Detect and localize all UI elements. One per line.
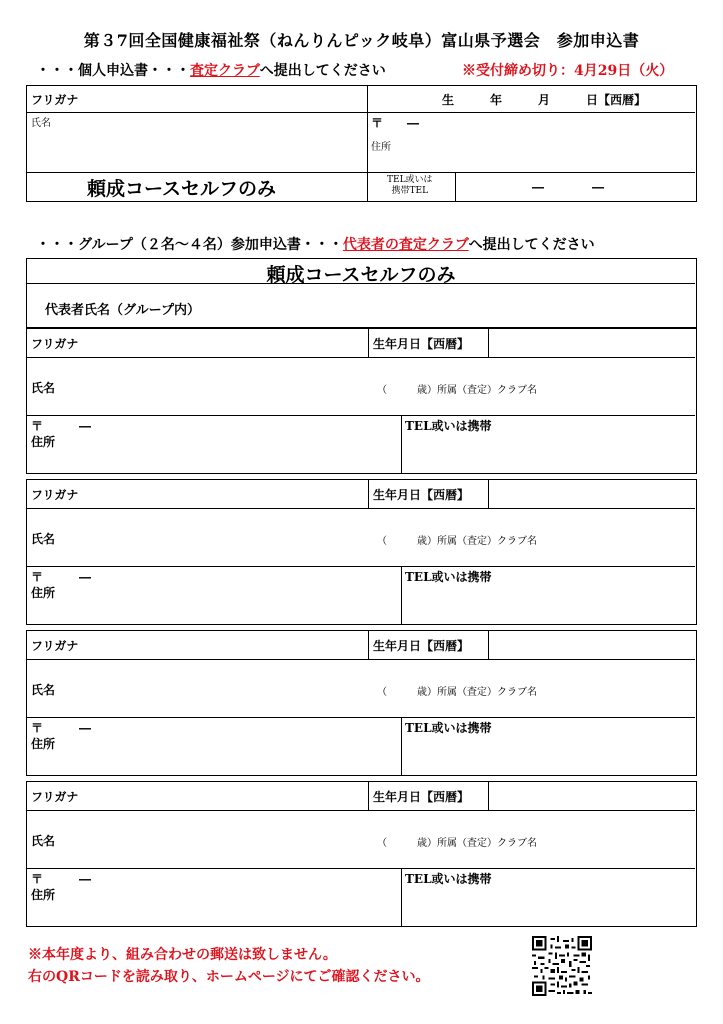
member-postal-label: 〒 ― bbox=[31, 570, 92, 584]
member-birthdate-label: 生年月日【西暦】 bbox=[373, 337, 470, 351]
individual-address-label: 住所 bbox=[371, 142, 391, 153]
member-age-club-label: （ 歳）所属（査定）クラブ名 bbox=[377, 536, 537, 547]
individual-intro-club: 査定クラブ bbox=[190, 63, 260, 79]
qr-code-icon[interactable] bbox=[532, 936, 592, 996]
member-postal-label: 〒 ― bbox=[31, 872, 92, 886]
member-block-4 bbox=[26, 781, 697, 927]
group-intro-rep: 代表者の査定クラブ bbox=[342, 237, 469, 253]
individual-intro-prefix: ・・・個人申込書・・・ bbox=[36, 63, 190, 79]
individual-name-label: 氏名 bbox=[31, 118, 51, 129]
member-address-label: 住所 bbox=[31, 435, 56, 449]
page-title: 第３7回全国健康福祉祭（ねんりんピック岐阜）富山県予選会 参加申込書 bbox=[83, 31, 640, 50]
member-furigana-label: フリガナ bbox=[31, 639, 79, 653]
member-age-club-label: （ 歳）所属（査定）クラブ名 bbox=[377, 385, 537, 396]
member-tel-label: TEL或いは携帯 bbox=[405, 570, 492, 584]
member-birthdate-label: 生年月日【西暦】 bbox=[373, 790, 470, 804]
member-address-label: 住所 bbox=[31, 586, 56, 600]
notice bbox=[28, 944, 430, 988]
member-tel-label: TEL或いは携帯 bbox=[405, 872, 492, 886]
member-name-label: 氏名 bbox=[31, 381, 56, 395]
group-header-box bbox=[26, 258, 697, 328]
member-birthdate-label: 生年月日【西暦】 bbox=[373, 639, 470, 653]
individual-course-label: 頼成コースセルフのみ bbox=[87, 178, 277, 200]
member-tel-label: TEL或いは携帯 bbox=[405, 721, 492, 735]
member-block-1 bbox=[26, 328, 697, 474]
member-furigana-label: フリガナ bbox=[31, 790, 79, 804]
notice-line-2: 右のQRコードを読み取り、ホームページにてご確認ください。 bbox=[28, 969, 430, 985]
group-course-label: 頼成コースセルフのみ bbox=[266, 264, 456, 286]
individual-form bbox=[26, 85, 697, 202]
member-postal-label: 〒 ― bbox=[31, 721, 92, 735]
individual-birthdate-label: 生 年 月 日【西暦】 bbox=[442, 93, 647, 107]
member-age-club-label: （ 歳）所属（査定）クラブ名 bbox=[377, 687, 537, 698]
notice-line-1: ※本年度より、組み合わせの郵送は致しません。 bbox=[28, 947, 337, 963]
deadline-notice: ※受付締め切り：4月29日（火） bbox=[462, 63, 674, 79]
member-age-club-label: （ 歳）所属（査定）クラブ名 bbox=[377, 838, 537, 849]
member-block-2 bbox=[26, 479, 697, 625]
member-birthdate-label: 生年月日【西暦】 bbox=[373, 488, 470, 502]
individual-tel-label-1: TEL或いは bbox=[387, 175, 433, 185]
member-block-3 bbox=[26, 630, 697, 776]
individual-intro bbox=[36, 60, 386, 80]
member-name-label: 氏名 bbox=[31, 532, 56, 546]
member-address-label: 住所 bbox=[31, 737, 56, 751]
member-tel-label: TEL或いは携帯 bbox=[405, 419, 492, 433]
member-furigana-label: フリガナ bbox=[31, 337, 79, 351]
individual-tel-label bbox=[387, 175, 433, 197]
member-name-label: 氏名 bbox=[31, 683, 56, 697]
member-name-label: 氏名 bbox=[31, 834, 56, 848]
individual-tel-label-2: 携帯TEL bbox=[391, 186, 429, 196]
member-address-label: 住所 bbox=[31, 888, 56, 902]
individual-postal-label: 〒 ― bbox=[371, 116, 420, 130]
member-postal-label: 〒 ― bbox=[31, 419, 92, 433]
group-rep-label: 代表者氏名（グループ内） bbox=[45, 303, 200, 318]
member-furigana-label: フリガナ bbox=[31, 488, 79, 502]
group-intro bbox=[36, 234, 595, 254]
individual-tel-dashes: ― ― bbox=[532, 180, 605, 194]
group-intro-suffix: へ提出してください bbox=[468, 237, 595, 253]
individual-intro-suffix: へ提出してください bbox=[259, 63, 386, 79]
group-intro-prefix: ・・・グループ（２名～４名）参加申込書・・・ bbox=[36, 237, 343, 253]
individual-furigana-label: フリガナ bbox=[31, 93, 79, 107]
